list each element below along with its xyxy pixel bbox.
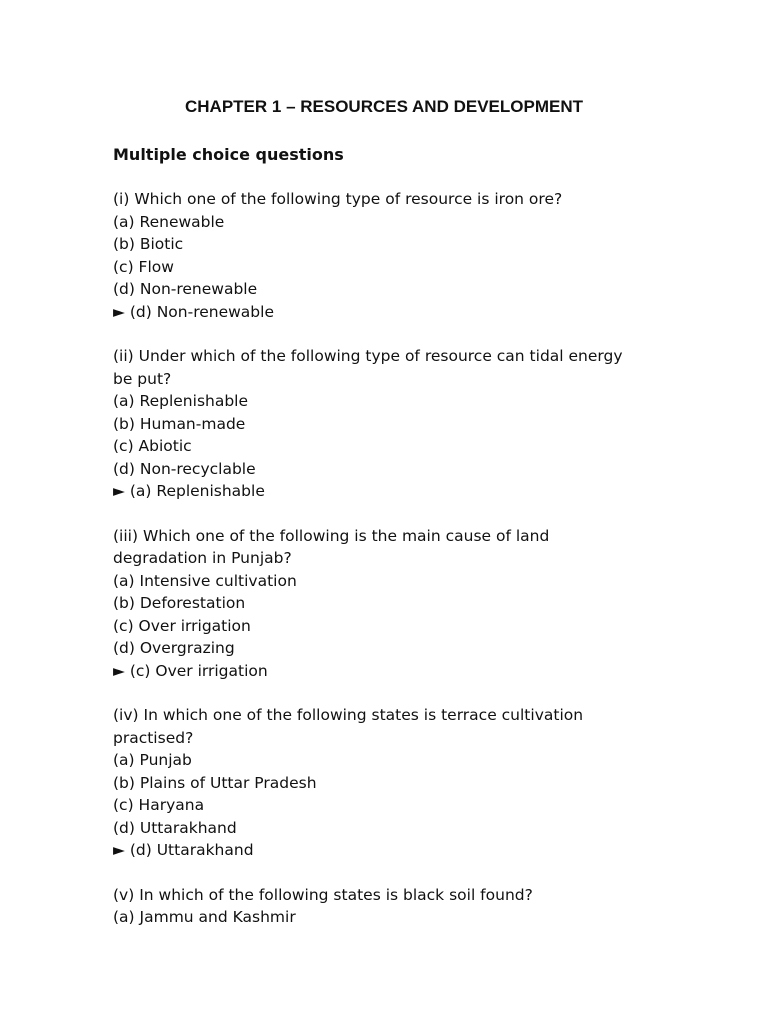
question-text: (iii) Which one of the following is the main cause of land xyxy=(113,526,550,545)
correct-answer: ► (a) Replenishable xyxy=(113,482,265,500)
question-text: (i) Which one of the following type of resource is iron ore? xyxy=(113,190,563,208)
correct-answer: ► (d) Non-renewable xyxy=(113,302,274,321)
question-text: be put? xyxy=(113,369,172,388)
answer-option: (d) Overgrazing xyxy=(113,639,235,657)
answer-option: (d) Uttarakhand xyxy=(113,818,237,837)
question-text: degradation in Punjab? xyxy=(113,549,292,567)
answer-option: (a) Renewable xyxy=(113,212,225,231)
question-block xyxy=(113,884,658,929)
answer-option: (a) Punjab xyxy=(113,751,192,769)
answer-option: (b) Deforestation xyxy=(113,594,246,612)
answer-option: (a) Jammu and Kashmir xyxy=(113,908,296,926)
section-heading: Multiple choice questions xyxy=(113,145,344,164)
question-text: (v) In which of the following states is black soil found? xyxy=(113,885,533,904)
question-text: (ii) Under which of the following type of resource can tidal energy xyxy=(113,347,623,365)
question-list xyxy=(113,188,658,951)
question-text: practised? xyxy=(113,728,194,747)
answer-option: (c) Abiotic xyxy=(113,437,192,455)
answer-option: (c) Flow xyxy=(113,257,174,276)
answer-option: (c) Over irrigation xyxy=(113,616,251,635)
correct-answer: ► (d) Uttarakhand xyxy=(113,841,254,859)
correct-answer: ► (c) Over irrigation xyxy=(113,661,268,680)
question-block xyxy=(113,525,658,683)
answer-option: (b) Biotic xyxy=(113,235,184,253)
question-block xyxy=(113,704,658,862)
answer-option: (a) Intensive cultivation xyxy=(113,571,297,590)
answer-option: (c) Haryana xyxy=(113,796,205,814)
answer-option: (d) Non-renewable xyxy=(113,280,258,298)
answer-option: (a) Replenishable xyxy=(113,392,249,410)
question-block xyxy=(113,345,658,503)
answer-option: (b) Plains of Uttar Pradesh xyxy=(113,773,317,792)
question-text: (iv) In which one of the following states is terrace cultivation xyxy=(113,706,584,724)
question-block xyxy=(113,188,658,323)
answer-option: (b) Human-made xyxy=(113,414,246,433)
answer-option: (d) Non-recyclable xyxy=(113,459,256,478)
chapter-title: CHAPTER 1 – RESOURCES AND DEVELOPMENT xyxy=(185,97,583,116)
